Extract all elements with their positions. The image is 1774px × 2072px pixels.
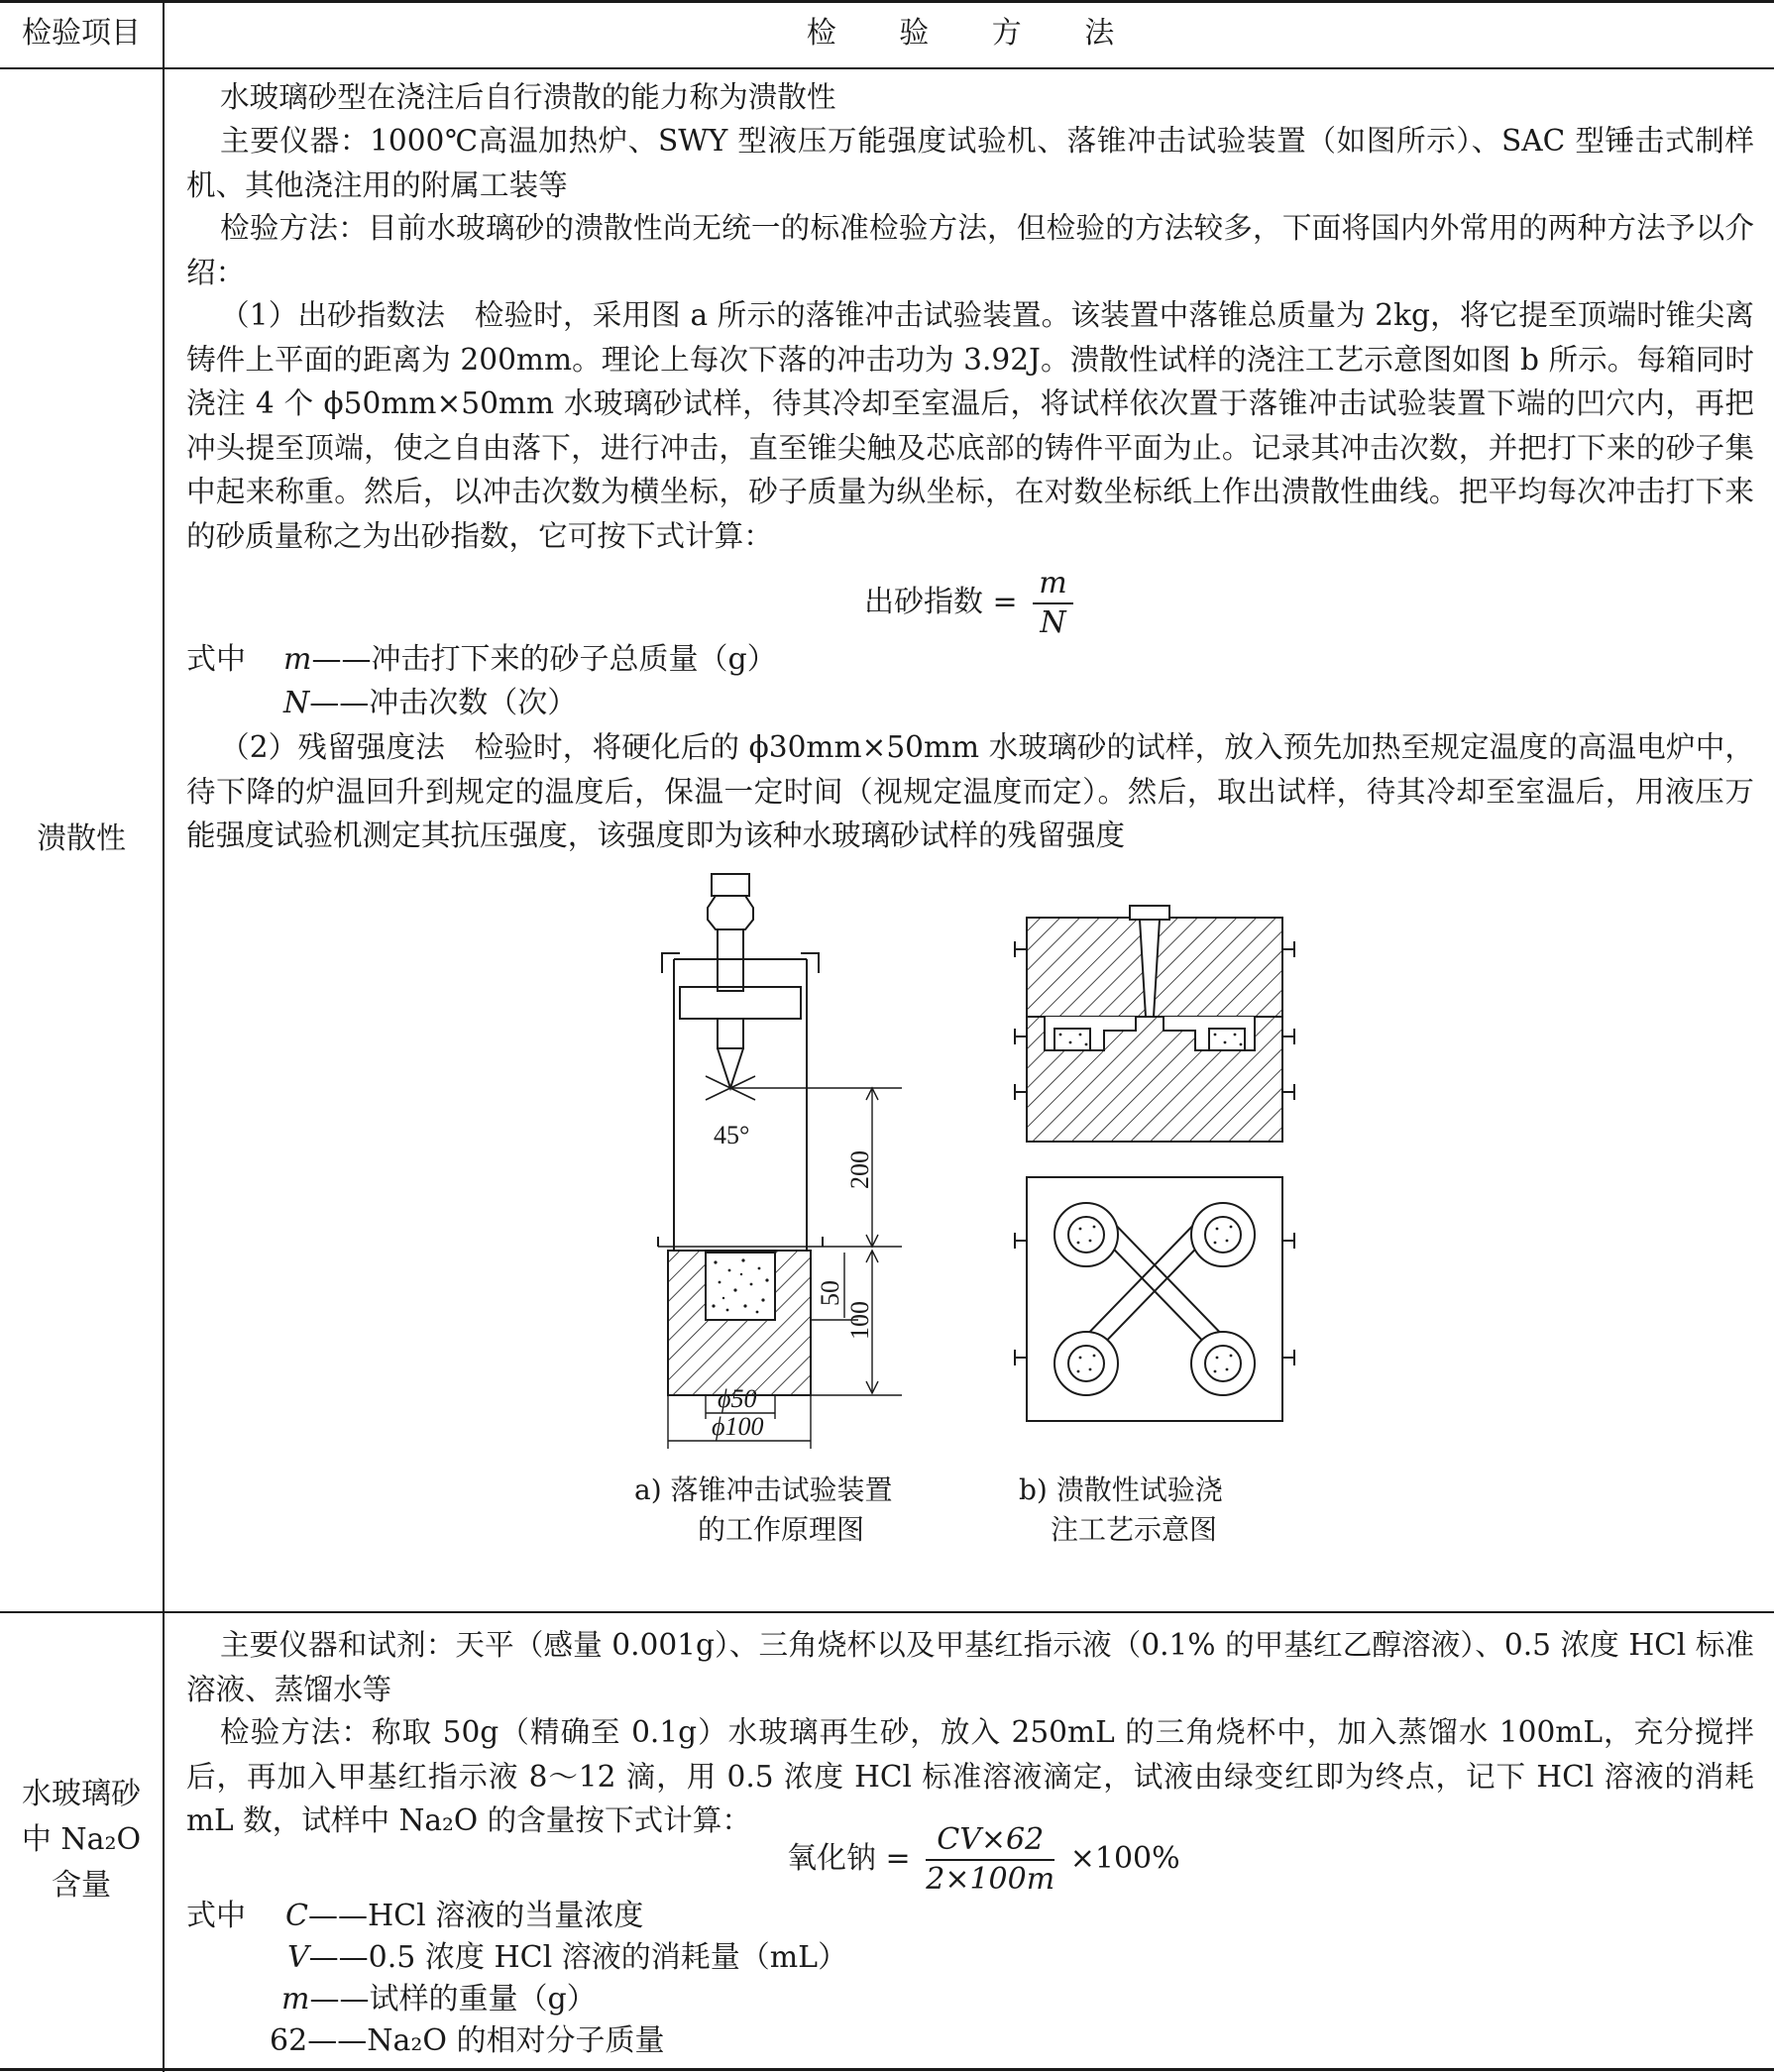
row1-para-sand-index-method: （1）出砂指数法 检验时，采用图 a 所示的落锥冲击试验装置。该装置中落锥总质量为 2kg，将它提至顶端时锥尖离铸件上平面的距离为 200mm。理论上每次下落的冲击功为 3.92J。溃散性试样的浇注工艺示意图如图 b 所示。每箱同时浇注 4 个 ϕ50mm×50mm 水玻璃砂试样，待其冷却至室温后，将试样依次置于落锥冲击试验装置下端的凹穴内，再把冲头提至顶端，使之自由落下，进行冲击，直至锥尖触及芯底部的铸件平面为止。记录其冲击次数，并把打下来的砂子集中起来称重。然后，以冲击次数为横坐标，砂子质量为纵坐标，在对数坐标纸上作出溃散性曲线。把平均每次冲击打下来的砂质量称之为出砂指数，它可按下式计算： [186, 298, 1754, 553]
row2-where-4 [270, 2019, 664, 2063]
row2-formula-numerator: CV×62 [926, 1821, 1054, 1861]
figure-b-caption-line2: 注工艺示意图 [1051, 1513, 1218, 1546]
figure-a-dia-50: ϕ50 [718, 1384, 757, 1413]
figure-a-angle-label: 45° [714, 1121, 750, 1149]
figure-a-drop-cone-apparatus [634, 864, 932, 1441]
row1-where-1 [283, 638, 777, 682]
row1-formula [864, 565, 1079, 642]
row2-where-4-text: ——Na₂O 的相对分子质量 [307, 2023, 665, 2058]
row2-where-4-symbol: 62 [270, 2023, 308, 2058]
row1-where-label: 式中 [186, 642, 246, 677]
row-divider-rule [0, 1611, 1774, 1613]
row1-para-residual-strength-method: （2）残留强度法 检验时，将硬化后的 ϕ30mm×50mm 水玻璃砂的试样，放入预先加热至规定温度的高温电炉中，待下降的炉温回升到规定的温度后，保温一定时间（视规定温度而定）。然后，取出试样，待其冷却至室温后，用液压万能强度试验机测定其抗压强度，该强度即为该种水玻璃砂试样的残留强度 [186, 730, 1754, 852]
row2-formula-denominator: 2×100m [926, 1862, 1055, 1897]
row1-para-instruments: 主要仪器：1000℃高温加热炉、SWY 型液压万能强度试验机、落锥冲击试验装置（如图所示）、SAC 型锤击式制样机、其他浇注用的附属工装等 [186, 124, 1754, 202]
row2-category-line3: 含量 [52, 1868, 111, 1903]
row2-formula-lhs: 氧化钠 = [787, 1841, 911, 1876]
row1-formula-lhs: 出砂指数 = [864, 585, 1018, 619]
row2-where-2 [287, 1936, 847, 1980]
row2-where-1 [285, 1895, 643, 1938]
figure-a-dim-100: 100 [845, 1301, 874, 1340]
row1-where-1-text: ——冲击打下来的砂子总质量（g） [311, 642, 777, 677]
row2-para-instruments: 主要仪器和试剂：天平（感量 0.001g）、三角烧杯以及甲基红指示液（0.1% 的甲基红乙醇溶液）、0.5 浓度 HCl 标准溶液、蒸馏水等 [186, 1628, 1754, 1706]
row2-formula [787, 1821, 1180, 1899]
row1-where-1-symbol: m [283, 642, 312, 677]
column-divider-rule [163, 0, 165, 2072]
row2-where-2-symbol: V [287, 1940, 309, 1975]
row2-where-3 [281, 1978, 597, 2021]
row2-where-3-text: ——试样的重量（g） [309, 1982, 597, 2017]
row2-where-3-symbol: m [281, 1982, 310, 2017]
row2-formula-tail: ×100% [1069, 1841, 1180, 1876]
row1-where-2-text: ——冲击次数（次） [309, 686, 578, 720]
row1-where-2 [283, 682, 577, 725]
row1-para-definition: 水玻璃砂型在浇注后自行溃散的能力称为溃散性 [220, 80, 836, 114]
row1-where-2-symbol: N [283, 686, 310, 720]
row2-where-1-text: ——HCl 溶液的当量浓度 [307, 1899, 644, 1933]
row2-para-method: 检验方法：称取 50g（精确至 0.1g）水玻璃再生砂，放入 250mL 的三角烧杯中，加入蒸馏水 100mL，充分搅拌后，再加入甲基红指示液 8～12 滴，用 0.5 浓度 HCl 标准溶液滴定，试液由绿变红即为终点，记下 HCl 溶液的消耗 mL 数，试样中 Na₂O 的含量按下式计算： [186, 1715, 1754, 1837]
row1-category: 溃散性 [37, 821, 126, 856]
row2-category-line1: 水玻璃砂 [22, 1777, 141, 1811]
figure-b-caption-line1: b) 溃散性试验浇 [1019, 1473, 1223, 1506]
header-col-method: 检 验 方 法 [806, 16, 1133, 51]
figure-b-pouring-diagram [1001, 898, 1308, 1433]
table-bottom-rule [0, 2068, 1774, 2071]
row2-where-1-symbol: C [285, 1899, 308, 1933]
row1-formula-denominator: N [1040, 605, 1066, 640]
figure-a-dia-100: ϕ100 [712, 1412, 764, 1441]
row2-where-2-text: ——0.5 浓度 HCl 溶液的消耗量（mL） [308, 1940, 848, 1975]
figure-a-caption-line1: a) 落锥冲击试验装置 [634, 1473, 893, 1506]
figure-a-dim-200: 200 [845, 1150, 874, 1189]
figure-a-dim-50: 50 [816, 1280, 844, 1306]
table-top-rule [0, 0, 1774, 3]
row2-where-label: 式中 [186, 1899, 246, 1933]
row2-formula-fraction [926, 1821, 1054, 1899]
row1-formula-fraction [1033, 565, 1072, 642]
row1-formula-numerator: m [1033, 565, 1072, 604]
row1-para-method-intro: 检验方法：目前水玻璃砂的溃散性尚无统一的标准检验方法，但检验的方法较多，下面将国内外常用的两种方法予以介绍： [186, 211, 1754, 289]
header-bottom-rule [0, 67, 1774, 69]
row2-category-line2: 中 Na₂O [21, 1822, 142, 1857]
header-col-item: 检验项目 [22, 16, 141, 51]
figure-a-caption-line2: 的工作原理图 [698, 1513, 865, 1546]
